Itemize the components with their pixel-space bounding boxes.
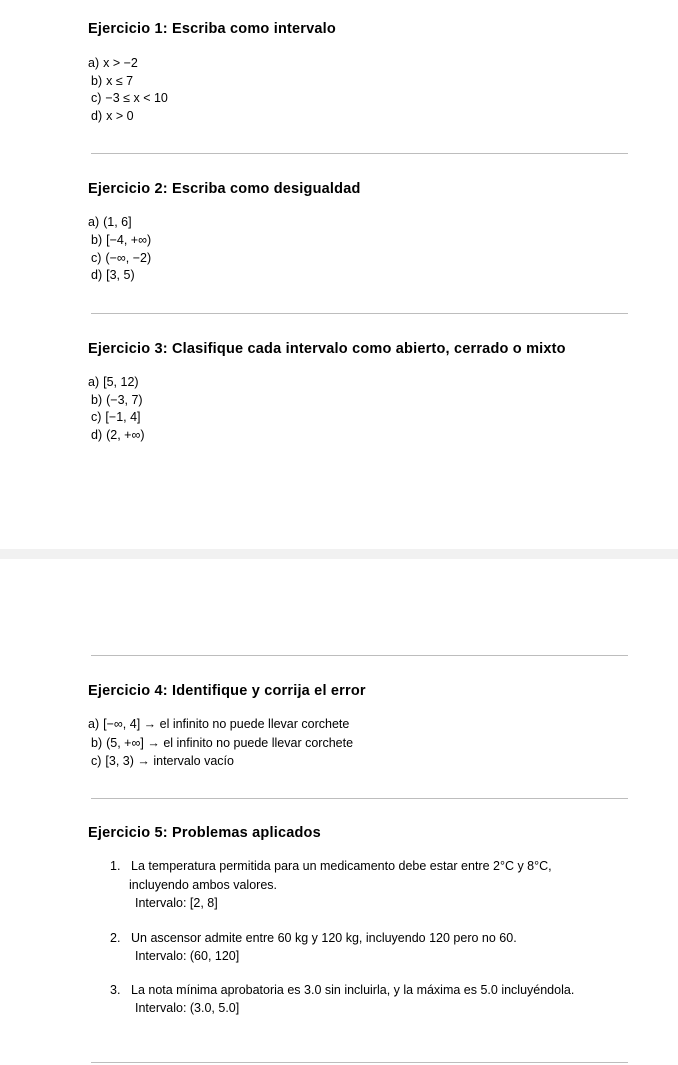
item-text: −3 ≤ x < 10 <box>105 91 168 105</box>
item-label: c) <box>91 410 102 424</box>
section-divider <box>91 153 628 154</box>
item-text: x > 0 <box>106 109 134 123</box>
exercise-3-item-a <box>88 376 139 389</box>
exercise-2-item-d <box>91 269 135 282</box>
exercise-3-item-d <box>91 429 145 442</box>
exercise-1-item-b <box>91 75 133 88</box>
exercise-5-title: Ejercicio 5: Problemas aplicados <box>88 825 321 841</box>
item-label: d) <box>91 268 103 282</box>
section-divider <box>91 655 628 656</box>
item-text: [3, 3) → intervalo vacío <box>105 754 234 768</box>
item-label: b) <box>91 736 103 750</box>
item-text: (2, +∞) <box>106 428 145 442</box>
item-text: [−1, 4] <box>105 410 141 424</box>
problem-text-continued: incluyendo ambos valores. <box>129 878 277 892</box>
section-divider <box>91 313 628 314</box>
item-label: d) <box>91 428 103 442</box>
item-label: b) <box>91 233 103 247</box>
exercise-3-item-c <box>91 411 141 424</box>
problem-number: 3. <box>110 983 121 997</box>
item-text: (−3, 7) <box>106 393 143 407</box>
exercise-2-title: Ejercicio 2: Escriba como desigualdad <box>88 181 361 197</box>
problem-text: La temperatura permitida para un medicamento debe estar entre 2°C y 8°C, <box>131 859 552 873</box>
item-label: a) <box>88 717 100 731</box>
exercise-4-item-a <box>88 718 349 731</box>
item-text: [−∞, 4] → el infinito no puede llevar corchete <box>103 717 350 731</box>
item-text: [5, 12) <box>103 375 139 389</box>
exercise-4-item-b <box>91 737 353 750</box>
exercise-1-item-a <box>88 57 138 70</box>
item-text: (−∞, −2) <box>105 251 152 265</box>
problem-number: 2. <box>110 931 121 945</box>
item-label: b) <box>91 393 103 407</box>
exercise-1-title: Ejercicio 1: Escriba como intervalo <box>88 21 336 37</box>
item-label: d) <box>91 109 103 123</box>
problem-answer: Intervalo: (3.0, 5.0] <box>135 1001 240 1015</box>
item-text: [3, 5) <box>106 268 135 282</box>
exercise-1-item-c <box>91 92 168 105</box>
section-divider <box>91 1062 628 1063</box>
exercise-2-item-a <box>88 216 132 229</box>
item-text: x > −2 <box>103 56 138 70</box>
item-text: [−4, +∞) <box>106 233 152 247</box>
item-label: b) <box>91 74 103 88</box>
item-label: c) <box>91 91 102 105</box>
item-label: a) <box>88 56 100 70</box>
item-label: a) <box>88 375 100 389</box>
page-break <box>0 549 678 559</box>
item-text: x ≤ 7 <box>106 74 134 88</box>
item-label: c) <box>91 754 102 768</box>
section-divider <box>91 798 628 799</box>
item-label: a) <box>88 215 100 229</box>
exercise-3-title: Ejercicio 3: Clasifique cada intervalo como abierto, cerrado o mixto <box>88 341 566 357</box>
exercise-2-item-c <box>91 252 151 265</box>
exercise-3-item-b <box>91 394 143 407</box>
exercise-4-item-c <box>91 755 234 768</box>
exercise-2-item-b <box>91 234 151 247</box>
exercise-1-item-d <box>91 110 134 123</box>
problem-text: Un ascensor admite entre 60 kg y 120 kg, incluyendo 120 pero no 60. <box>131 931 517 945</box>
item-text: (5, +∞] → el infinito no puede llevar corchete <box>106 736 354 750</box>
problem-answer: Intervalo: [2, 8] <box>135 896 218 910</box>
exercise-4-title: Ejercicio 4: Identifique y corrija el error <box>88 683 366 699</box>
problem-answer: Intervalo: (60, 120] <box>135 949 240 963</box>
item-text: (1, 6] <box>103 215 132 229</box>
problem-number: 1. <box>110 859 121 873</box>
item-label: c) <box>91 251 102 265</box>
problem-text: La nota mínima aprobatoria es 3.0 sin incluirla, y la máxima es 5.0 incluyéndola. <box>131 983 575 997</box>
